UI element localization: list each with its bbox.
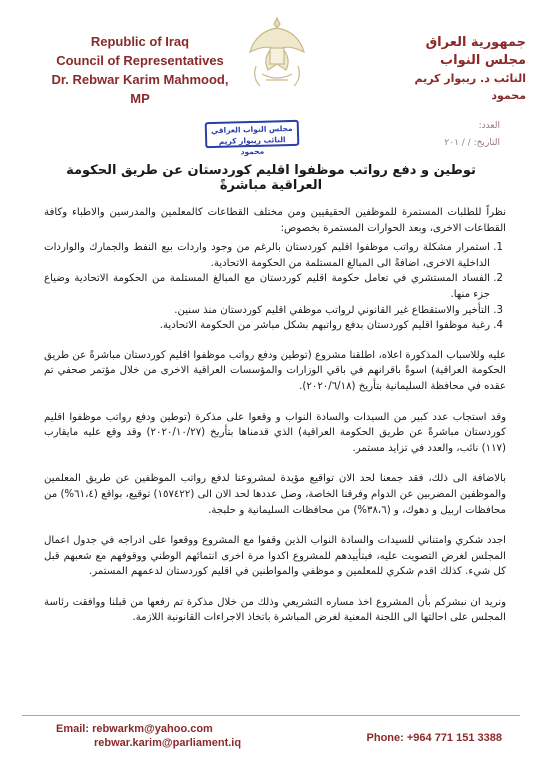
body-paragraph: بالاضافة الى ذلك، فقد جمعنا لحد الان تواقيع مؤيدة لمشروعنا لدفع رواتب الموظفين عن طريق المعلمين والموظفين المضربين عن الدوام وفرقنا الخاصة، وصل عددها لحد الان الى (١٥٧٤٢٢) توقيع، بواقع (٦١،٤%) من محافظات اربيل و دهوك، و (٣٨،٦%) من محافظات السليمانية و حلبجة. [44, 473, 506, 516]
letterhead-country-ar: جمهورية العراق [425, 35, 526, 50]
body-paragraph: وقد استجاب عدد كبير من السيدات والسادة النواب و وقعوا على مذكرة (توطين ودفع رواتب موظفوا اقليم كوردستان مباشرةً عن طريق الحكومة العراقية) الذي قدمناها بتأريخ (٢٠٢٠/١٠/٢٧) وقد وقع عليه مايقارب (١١٧) نائب، والعدد في تزايد مستمر. [44, 411, 506, 454]
stamp-line-2: النائب ريبوار كريم محمود [218, 135, 286, 157]
stamp-line-1: مجلس النواب العراقي [210, 123, 293, 136]
issues-list [44, 240, 506, 334]
official-stamp [205, 120, 300, 157]
english-letterhead [40, 32, 240, 108]
letterhead-council-ar: مجلس النواب [440, 53, 526, 68]
email-secondary[interactable]: rebwar.karim@parliament.iq [94, 737, 242, 749]
body-paragraph: ونريد ان نبشركم بأن المشروع اخذ مساره التشريعي وذلك من خلال مذكرة تم رفعها من قبلنا ووافقت رئاسة المجلس على احالتها الى اللجنة المعنية لغرض المباشرة باتخاذ الاجراءات القانونية اللازمة. [44, 596, 506, 624]
body-paragraph: اجدد شكري وامتناني للسيدات والسادة النواب الذين وقفوا مع المشروع ووقعوا على ادراجه في جدول اعمال المجلس لغرض التصويت عليه، فبتأييدهم للمشروع اكدوا مرة اخرى انتمائهم الوطني ووقوفهم مع شعبهم قبل كل شيء. كذلك اقدم شكري للمعلمين و موظفي والمواطنين في اقليم كوردستان لدعمهم المستمر. [44, 535, 506, 578]
footer-contact-emails [56, 722, 241, 750]
date-value: / / ٢٠١ [444, 138, 471, 148]
list-item: 4. رغبة موظفوا اقليم كوردستان بدفع رواتبهم بشكل مباشر من الحكومة الاتحادية. [44, 318, 490, 334]
document-body [44, 205, 506, 641]
letterhead-mp-name: Dr. Rebwar Karim Mahmood, MP [51, 72, 229, 106]
letterhead-country: Republic of Iraq [90, 34, 190, 49]
iraq-eagle-emblem-icon [246, 8, 308, 96]
email-primary[interactable]: Email: rebwarkm@yahoo.com [56, 723, 213, 735]
footer-divider [22, 715, 520, 716]
letterhead-mp-name-ar: النائب د. ريبوار كريم محمود [414, 72, 526, 102]
list-item: 1. استمرار مشكلة رواتب موظفوا اقليم كوردستان بالرغم من وجود واردات بيع النفط والجمارك والواردات الداخلية الاخرى، اضافةً الى المبالغ المستلمة من الحكومة الاتحادية. [44, 240, 490, 271]
number-label: العدد: [478, 121, 500, 131]
intro-paragraph: نظراً للطلبات المستمرة للموظفين الحقيقيين ومن مختلف القطاعات كالمعلمين والمدرسين والاطباء وكافة القطاعات الاخرى، وبعد الحوارات المستمرة بخصوص: [44, 207, 506, 234]
date-label: التاريخ: [473, 138, 500, 148]
list-item: 3. التأخير والاستقطاع غير القانوني لرواتب موظفي اقليم كوردستان منذ سنين. [44, 303, 490, 319]
footer-phone: Phone: +964 771 151 3388 [366, 732, 502, 744]
letterhead-council: Council of Representatives [56, 53, 224, 68]
reference-block [300, 118, 500, 152]
list-item: 2. الفساد المستشري في تعامل حكومة اقليم كوردستان مع المبالغ المستلمة من الحكومة الاتحادية وضياع جزء منها. [44, 271, 490, 302]
body-paragraph: عليه وللاسباب المذكورة اعلاه، اطلقنا مشروع (توطين ودفع رواتب موظفوا اقليم كوردستان مباشرةً عن طريق الحكومة العراقية) اسوةً باقرانهم في باقي الوزارات والمؤسسات العراقية الاخرى من خلال مؤتمر صحفي تم عقده في محافظة السليمانية بتأريخ (٢٠٢٠/٦/١٨). [44, 349, 506, 392]
arabic-letterhead [376, 34, 526, 104]
document-title: توطين و دفع رواتب موظفوا اقليم كوردستان عن طريق الحكومة العراقية مباشرةً [66, 163, 476, 193]
